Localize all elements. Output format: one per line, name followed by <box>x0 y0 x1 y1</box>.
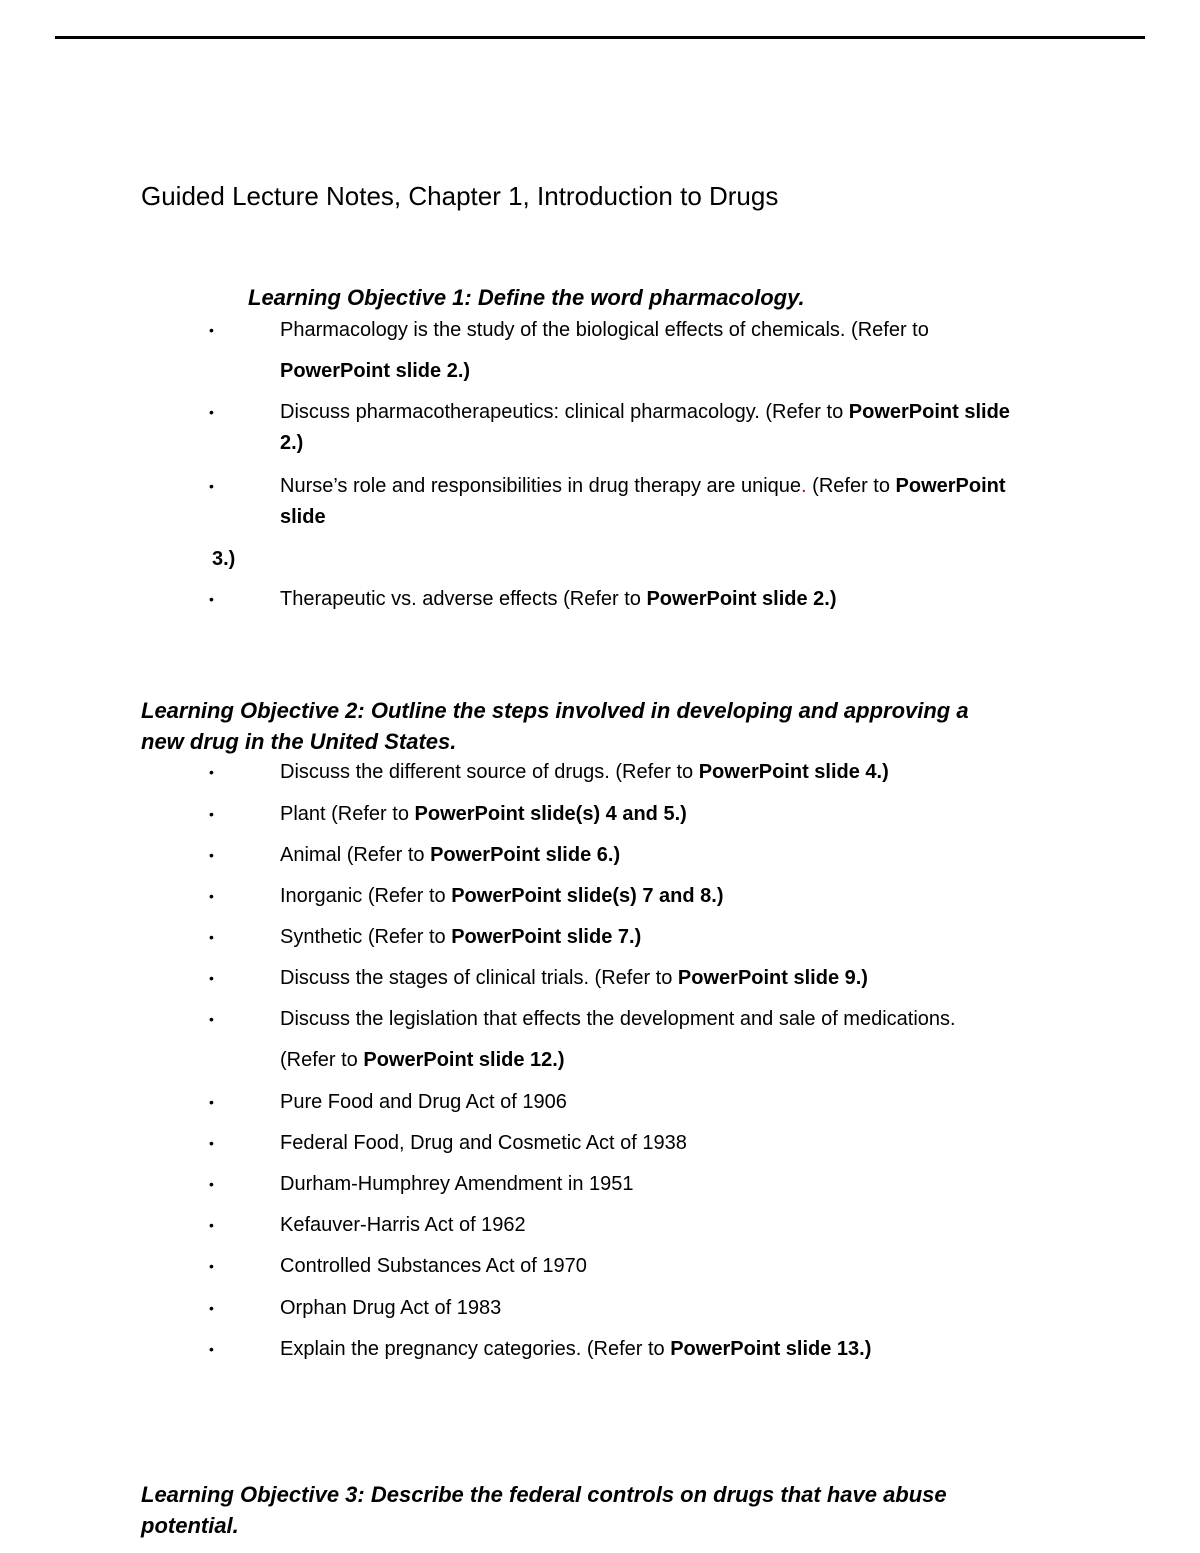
list-item: Controlled Substances Act of 1970 <box>280 1255 587 1277</box>
list-item: Explain the pregnancy categories. (Refer to PowerPoint slide 13.) <box>280 1338 872 1360</box>
bullet: • <box>209 404 214 420</box>
bullet: • <box>209 764 214 780</box>
list-item: Kefauver-Harris Act of 1962 <box>280 1214 526 1236</box>
list-item: Therapeutic vs. adverse effects (Refer to PowerPoint slide 2.) <box>280 588 837 610</box>
bullet: • <box>209 1300 214 1316</box>
list-item: Animal (Refer to PowerPoint slide 6.) <box>280 844 621 866</box>
bullet: • <box>209 478 214 494</box>
list-item: Pure Food and Drug Act of 1906 <box>280 1091 567 1113</box>
bullet: • <box>209 1011 214 1027</box>
bullet: • <box>209 847 214 863</box>
list-item: Discuss the stages of clinical trials. (Refer to PowerPoint slide 9.) <box>280 967 868 989</box>
bullet: • <box>209 1258 214 1274</box>
bullet: • <box>209 1094 214 1110</box>
list-item: Discuss the different source of drugs. (Refer to PowerPoint slide 4.) <box>280 761 889 783</box>
list-item: Federal Food, Drug and Cosmetic Act of 1938 <box>280 1132 687 1154</box>
list-item: Durham-Humphrey Amendment in 1951 <box>280 1173 634 1195</box>
list-item: Pharmacology is the study of the biological effects of chemicals. (Refer to PowerPoint slide 2.) <box>280 319 929 382</box>
orphan-text: 3.) <box>212 548 236 570</box>
list-item: Orphan Drug Act of 1983 <box>280 1297 502 1319</box>
list-item: Inorganic (Refer to PowerPoint slide(s) 7 and 8.) <box>280 885 724 907</box>
objective-1-heading: Learning Objective 1: Define the word pharmacology. <box>248 285 805 310</box>
list-item: Nurse’s role and responsibilities in drug therapy are unique. (Refer to PowerPoint slide <box>280 475 1006 528</box>
bullet: • <box>209 888 214 904</box>
bullet: • <box>209 1135 214 1151</box>
page-title: Guided Lecture Notes, Chapter 1, Introduction to Drugs <box>141 181 779 211</box>
bullet: • <box>209 806 214 822</box>
bullet: • <box>209 1341 214 1357</box>
bullet: • <box>209 1217 214 1233</box>
bullet: • <box>209 970 214 986</box>
bullet: • <box>209 929 214 945</box>
objective-3-heading: Learning Objective 3: Describe the federal controls on drugs that have abuse potential. <box>141 1482 947 1538</box>
objective-2-heading: Learning Objective 2: Outline the steps involved in developing and approving a new drug in the United States. <box>141 698 969 754</box>
list-item: Discuss the legislation that effects the development and sale of medications. (Refer to PowerPoint slide 12.) <box>280 1008 956 1071</box>
bullet: • <box>209 1176 214 1192</box>
header-rule <box>55 36 1145 39</box>
list-item: Discuss pharmacotherapeutics: clinical pharmacology. (Refer to PowerPoint slide 2.) <box>280 401 1010 454</box>
bullet: • <box>209 322 214 338</box>
bullet: • <box>209 591 214 607</box>
list-item: Plant (Refer to PowerPoint slide(s) 4 and 5.) <box>280 803 687 825</box>
list-item: Synthetic (Refer to PowerPoint slide 7.) <box>280 926 642 948</box>
